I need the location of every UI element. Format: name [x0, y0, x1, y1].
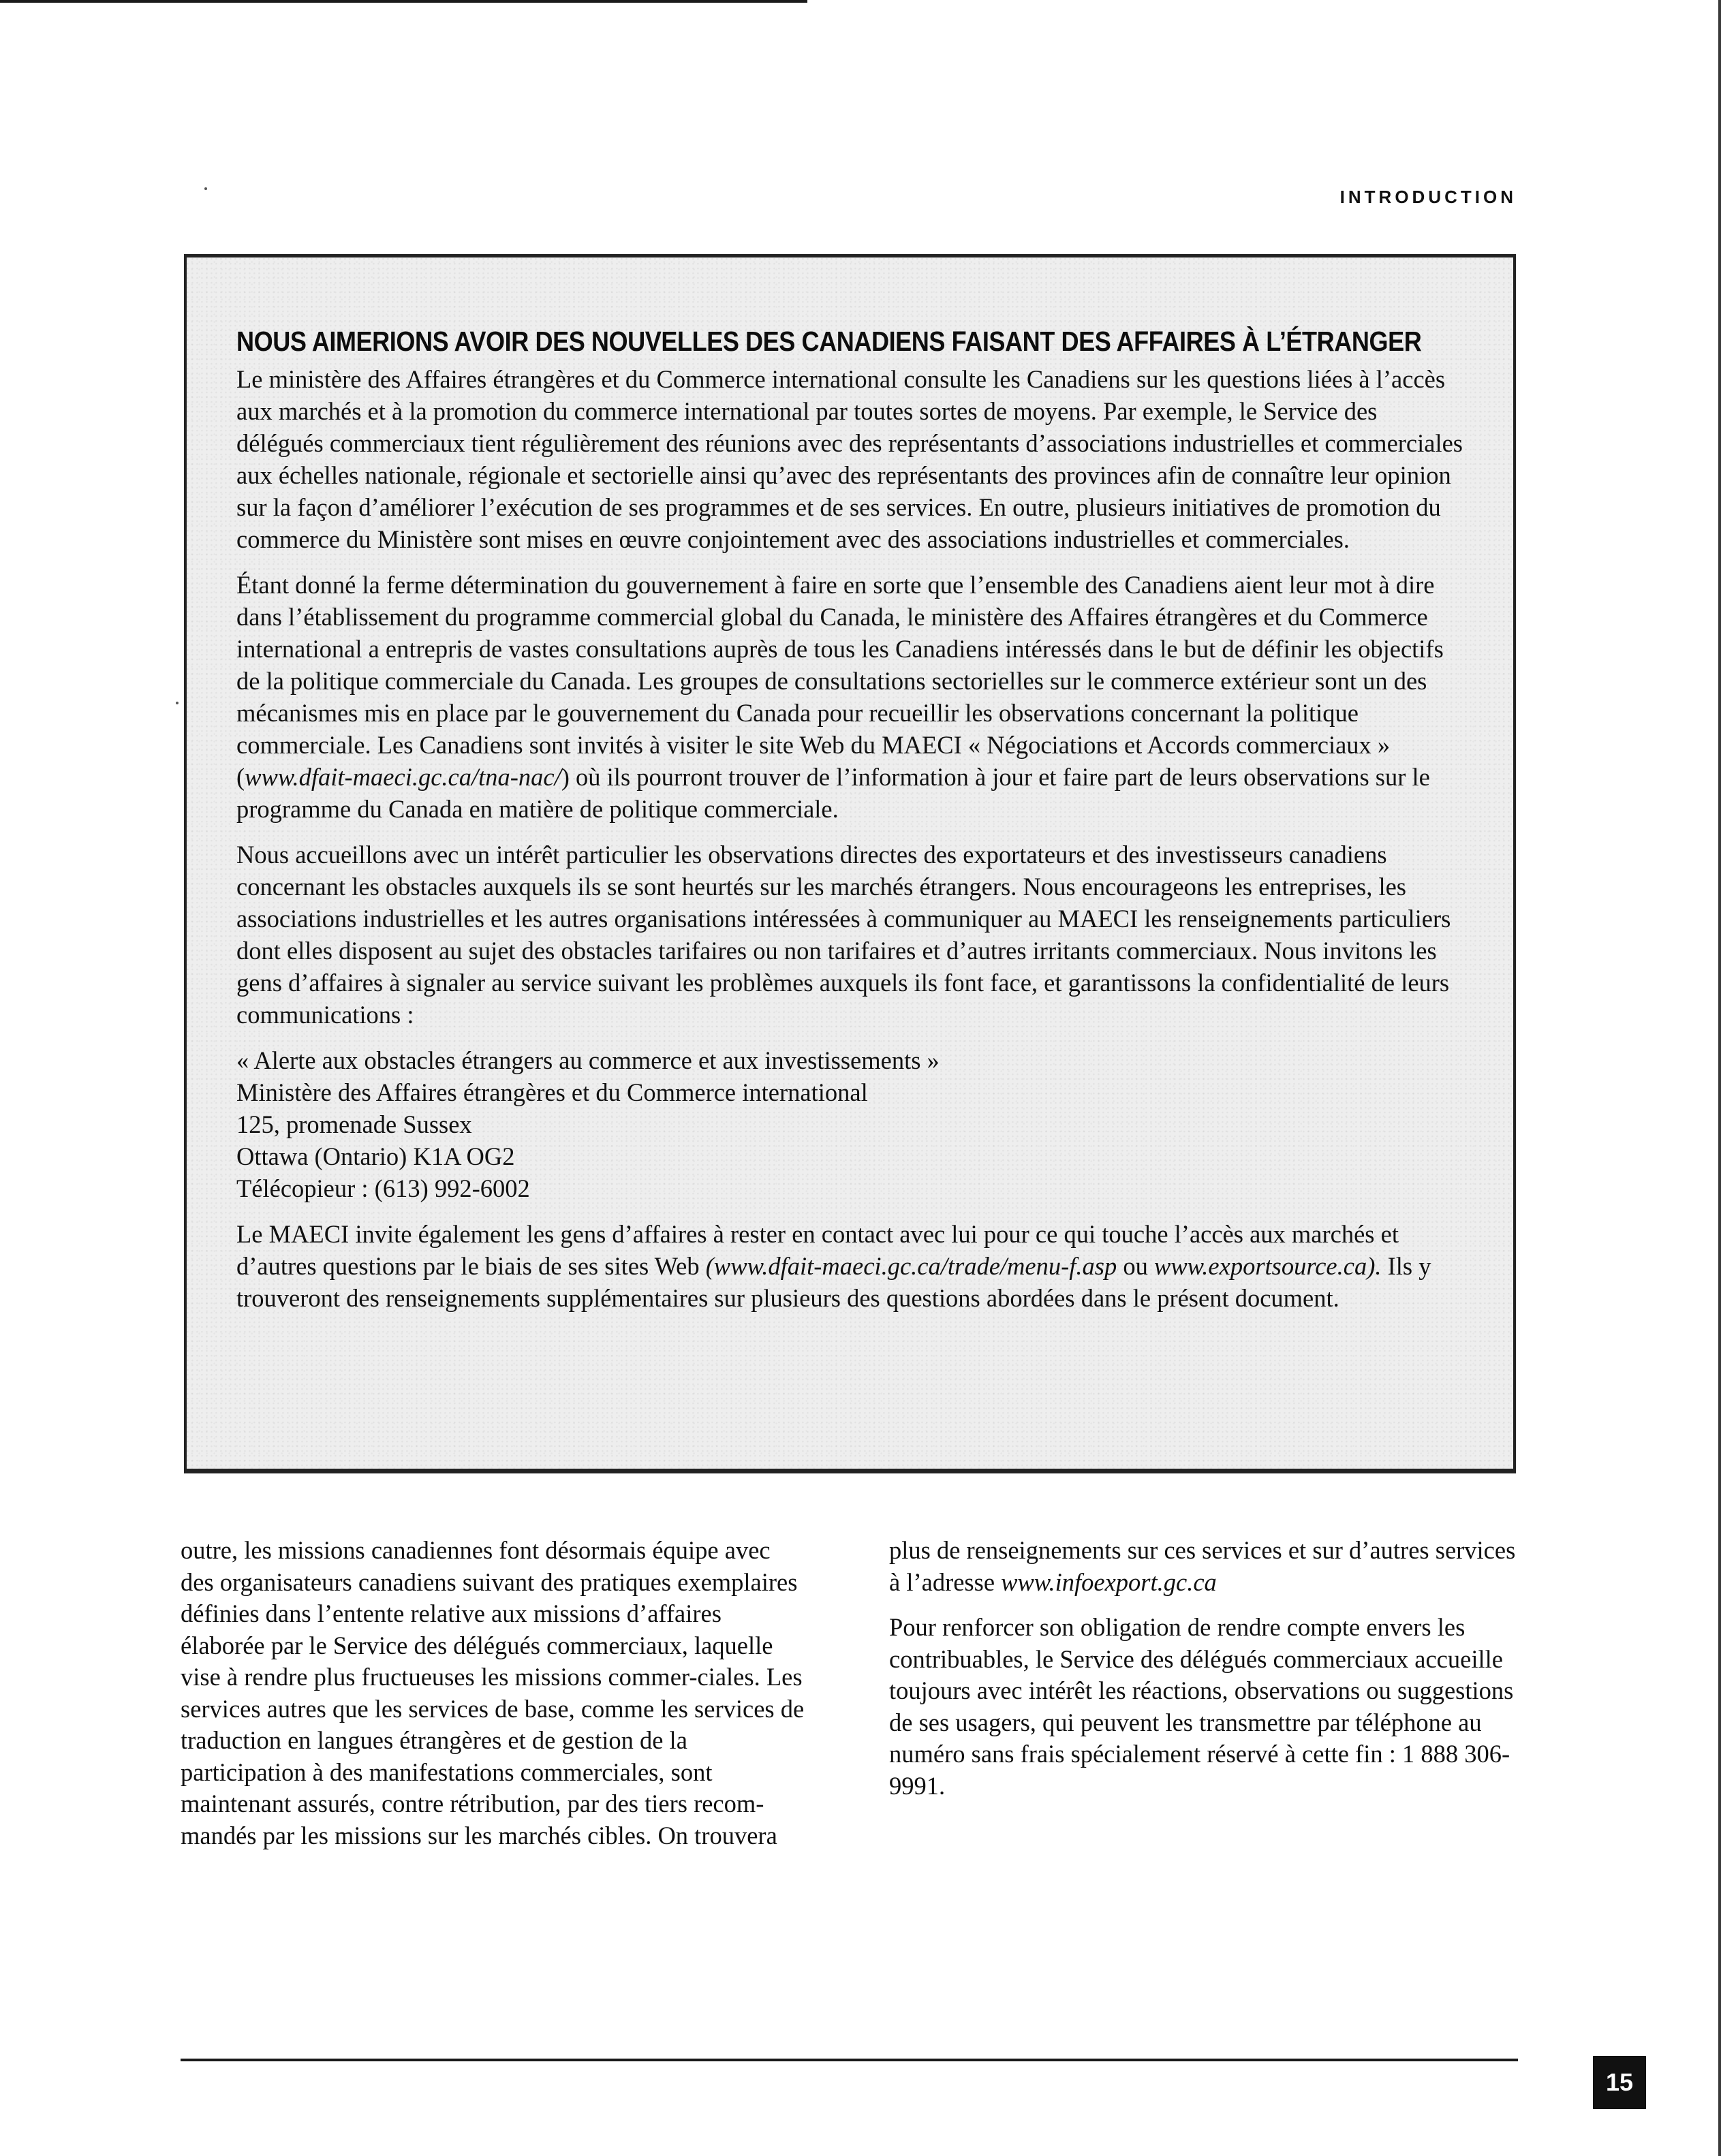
address-line-2: Ministère des Affaires étrangères et du Commerce international	[236, 1078, 868, 1106]
tna-nac-url: www.dfait-maeci.gc.ca/tna-nac/	[245, 763, 561, 791]
footer-rule	[181, 2059, 1518, 2061]
box-paragraph-3: Nous accueillons avec un intérêt particulier les observations directes des exportateurs et des investisseurs canadiens concernant les obstacles auxquels ils se sont heurtés sur les marchés étrangers. Nous encourageons les entreprises, les associations industrielles et les autres organisations intéressées à communiquer au MAECI les renseignements particuliers dont elles disposent au sujet des obstacles tarifaires ou non tarifaires et d’autres irritants commerciaux. Nous invitons les gens d’affaires à signaler au service suivant les problèmes auxquels ils font face, et garantissons la confidentialité de leurs communications :	[236, 841, 1451, 1029]
box-paragraph-4	[236, 1218, 1470, 1314]
right-column-paragraph-2: Pour renforcer son obligation de rendre compte envers les contribuables, le Service des délégués commerciaux accueille toujours avec intérêt les réactions, observations ou suggestions de ses usagers, qui peuvent les transmettre par téléphone au numéro sans frais spécialement réservé à cette fin : 1 888 306-9991.	[889, 1613, 1514, 1800]
info-box	[184, 254, 1516, 1473]
right-column	[889, 1535, 1516, 1815]
left-column-paragraph: outre, les missions canadiennes font désormais équipe avec des organisateurs canadiens suivant des pratiques exemplaires définies dans l’entente relative aux missions d’affaires élaborée par le Service des délégués commerciaux, laquelle vise à rendre plus fructueuses les missions commer-ciales. Les services autres que les services de base, comme les services de traduction en langues étrangères et de gestion de la participation à des manifestations commerciales, sont maintenant assurés, contre rétribution, par des tiers recom-mandés par les missions sur les marchés cibles. On trouvera	[181, 1536, 805, 1849]
top-rule	[0, 0, 807, 3]
info-box-content	[236, 326, 1470, 1328]
right-column-paragraph-1	[889, 1535, 1516, 1598]
page-number: 15	[1593, 2056, 1646, 2109]
address-block	[236, 1044, 1470, 1204]
box-paragraph-4-text-a: Le MAECI invite également les gens d’affaires à rester en contact avec lui pour ce qui touche l’accès aux marchés et d’autres questions par le biais de ses sites Web	[236, 1220, 1399, 1280]
section-header: INTRODUCTION	[1339, 187, 1517, 207]
exportsource-url: www.exportsource.ca).	[1153, 1252, 1382, 1280]
right-column-paragraph-1-text: plus de renseignements sur ces services et sur d’autres services à l’adresse	[889, 1536, 1516, 1596]
box-paragraph-1: Le ministère des Affaires étrangères et du Commerce international consulte les Canadiens sur les questions liées à l’accès aux marchés et à la promotion du commerce international par toutes sortes de moyens. Par exemple, le Service des délégués commerciaux tient régulièrement des réunions avec des représentants d’associations industrielles et commerciales aux échelles nationale, régionale et sectorielle ainsi qu’avec des représentants des provinces afin de connaître leur opinion sur la façon d’améliorer l’exécution de ses programmes et de ses services. En outre, plusieurs initiatives de promotion du commerce du Ministère sont mises en œuvre conjointement avec des associations industrielles et commerciales.	[236, 365, 1463, 553]
trade-menu-url: (www.dfait-maeci.gc.ca/trade/menu-f.asp	[705, 1252, 1117, 1280]
address-line-4: Ottawa (Ontario) K1A OG2	[236, 1142, 515, 1170]
left-column	[181, 1535, 807, 1865]
address-line-1: « Alerte aux obstacles étrangers au commerce et aux investissements »	[236, 1046, 940, 1074]
box-paragraph-4-text-b: Ils y trouveront des renseignements supplémentaires sur plusieurs des questions abordées dans le présent document.	[236, 1252, 1431, 1312]
address-line-3: 125, promenade Sussex	[236, 1110, 472, 1138]
box-paragraph-2-text-b: ) où ils pourront trouver de l’information à jour et faire part de leurs observations sur le programme du Canada en matière de politique commerciale.	[236, 763, 1430, 823]
info-box-title: NOUS AIMERIONS AVOIR DES NOUVELLES DES CANADIENS FAISANT DES AFFAIRES À L’ÉTRANGER	[236, 326, 1422, 357]
speck	[204, 187, 207, 190]
speck	[176, 702, 179, 704]
box-paragraph-4-ou: ou	[1117, 1252, 1154, 1280]
box-paragraph-2-text-a: Étant donné la ferme détermination du gouvernement à faire en sorte que l’ensemble des Canadiens aient leur mot à dire dans l’établissement du programme commercial global du Canada, le ministère des Affaires étrangères et du Commerce international a entrepris de vastes consultations auprès de tous les Canadiens intéressés dans le but de définir les objectifs de la politique commerciale du Canada. Les groupes de consultations sectorielles sur le commerce extérieur sont un des mécanismes mis en place par le gouvernement du Canada pour recueillir les observations concernant la politique commerciale. Les Canadiens sont invités à visiter le site Web du MAECI « Négociations et Accords commerciaux » (	[236, 571, 1444, 791]
infoexport-url: www.infoexport.gc.ca	[1001, 1567, 1217, 1596]
address-line-5: Télécopieur : (613) 992-6002	[236, 1174, 530, 1202]
right-edge-rule	[1718, 0, 1721, 2156]
box-paragraph-2	[236, 569, 1470, 825]
